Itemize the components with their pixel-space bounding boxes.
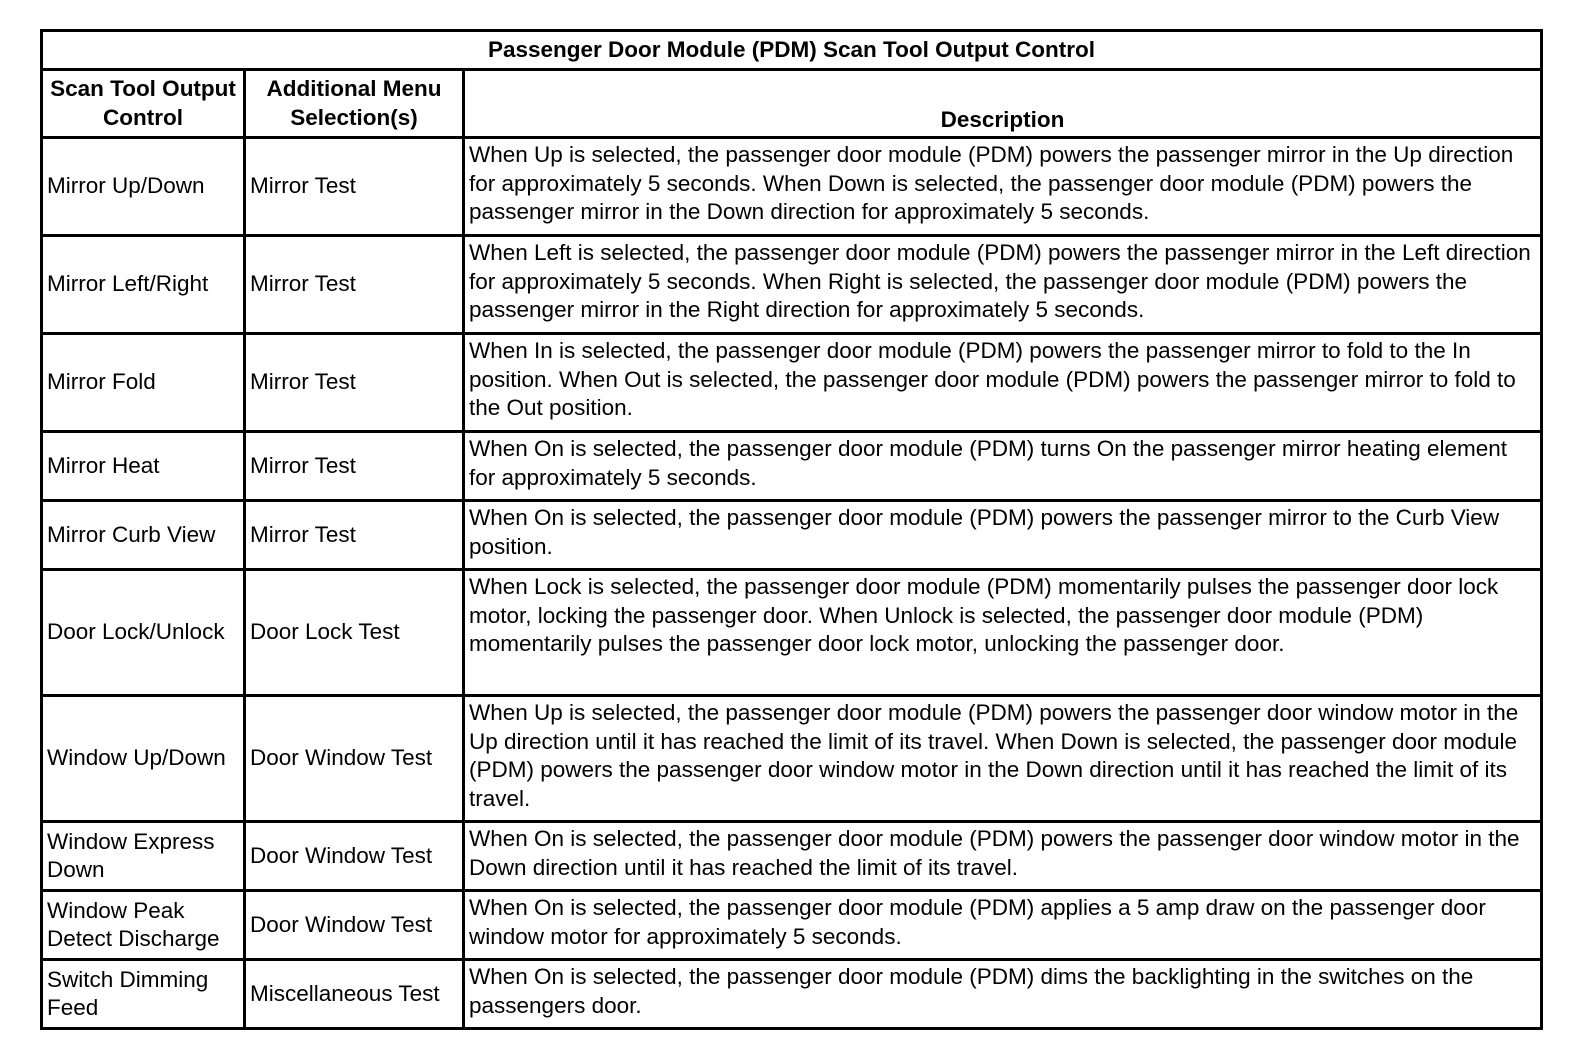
cell-menu: Mirror Test (245, 334, 464, 432)
header-description: Description (464, 70, 1542, 138)
cell-menu: Mirror Test (245, 432, 464, 501)
table-row (42, 822, 1542, 891)
header-output-control: Scan Tool Output Control (42, 70, 245, 138)
cell-control: Mirror Up/Down (42, 138, 245, 236)
table-row (42, 236, 1542, 334)
table-title: Passenger Door Module (PDM) Scan Tool Output Control (42, 31, 1542, 70)
table-row (42, 570, 1542, 696)
cell-control: Mirror Curb View (42, 501, 245, 570)
header-menu-selection: Additional Menu Selection(s) (245, 70, 464, 138)
table-row (42, 432, 1542, 501)
cell-description: When On is selected, the passenger door module (PDM) turns On the passenger mirror heating element for approximately 5 seconds. (464, 432, 1542, 501)
cell-description: When On is selected, the passenger door module (PDM) powers the passenger mirror to the Curb View position. (464, 501, 1542, 570)
cell-description: When Lock is selected, the passenger door module (PDM) momentarily pulses the passenger door lock motor, locking the passenger door. When Unlock is selected, the passenger door module (PDM) momentarily pulses the passenger door lock motor, unlocking the passenger door. (464, 570, 1542, 696)
cell-description: When Up is selected, the passenger door module (PDM) powers the passenger mirror in the Up direction for approximately 5 seconds. When Down is selected, the passenger door module (PDM) powers the passenger mirror in the Down direction for approximately 5 seconds. (464, 138, 1542, 236)
cell-control: Window Up/Down (42, 696, 245, 822)
cell-menu: Door Window Test (245, 822, 464, 891)
cell-menu: Mirror Test (245, 138, 464, 236)
table-row (42, 891, 1542, 960)
cell-description: When In is selected, the passenger door module (PDM) powers the passenger mirror to fold to the In position. When Out is selected, the passenger door module (PDM) powers the passenger mirror to fold to the Out position. (464, 334, 1542, 432)
table-row (42, 960, 1542, 1029)
cell-control: Mirror Left/Right (42, 236, 245, 334)
cell-menu: Door Window Test (245, 891, 464, 960)
cell-control: Door Lock/Unlock (42, 570, 245, 696)
table-row (42, 501, 1542, 570)
cell-description: When Up is selected, the passenger door module (PDM) powers the passenger door window motor in the Up direction until it has reached the limit of its travel. When Down is selected, the passenger door module (PDM) powers the passenger door window motor in the Down direction until it has reached the limit of its travel. (464, 696, 1542, 822)
cell-description: When On is selected, the passenger door module (PDM) dims the backlighting in the switches on the passengers door. (464, 960, 1542, 1029)
cell-description: When On is selected, the passenger door module (PDM) applies a 5 amp draw on the passenger door window motor for approximately 5 seconds. (464, 891, 1542, 960)
cell-control: Mirror Heat (42, 432, 245, 501)
cell-control: Window Peak Detect Discharge (42, 891, 245, 960)
cell-control: Mirror Fold (42, 334, 245, 432)
table-row (42, 138, 1542, 236)
cell-menu: Mirror Test (245, 236, 464, 334)
title-row (42, 31, 1542, 70)
cell-control: Window Express Down (42, 822, 245, 891)
pdm-output-control-table (40, 29, 1543, 1030)
cell-menu: Miscellaneous Test (245, 960, 464, 1029)
cell-menu: Mirror Test (245, 501, 464, 570)
cell-description: When Left is selected, the passenger door module (PDM) powers the passenger mirror in the Left direction for approximately 5 seconds. When Right is selected, the passenger door module (PDM) powers the passenger mirror in the Right direction for approximately 5 seconds. (464, 236, 1542, 334)
cell-menu: Door Window Test (245, 696, 464, 822)
cell-control: Switch Dimming Feed (42, 960, 245, 1029)
cell-description: When On is selected, the passenger door module (PDM) powers the passenger door window motor in the Down direction until it has reached the limit of its travel. (464, 822, 1542, 891)
table-row (42, 334, 1542, 432)
cell-menu: Door Lock Test (245, 570, 464, 696)
header-row (42, 70, 1542, 138)
table-row (42, 696, 1542, 822)
